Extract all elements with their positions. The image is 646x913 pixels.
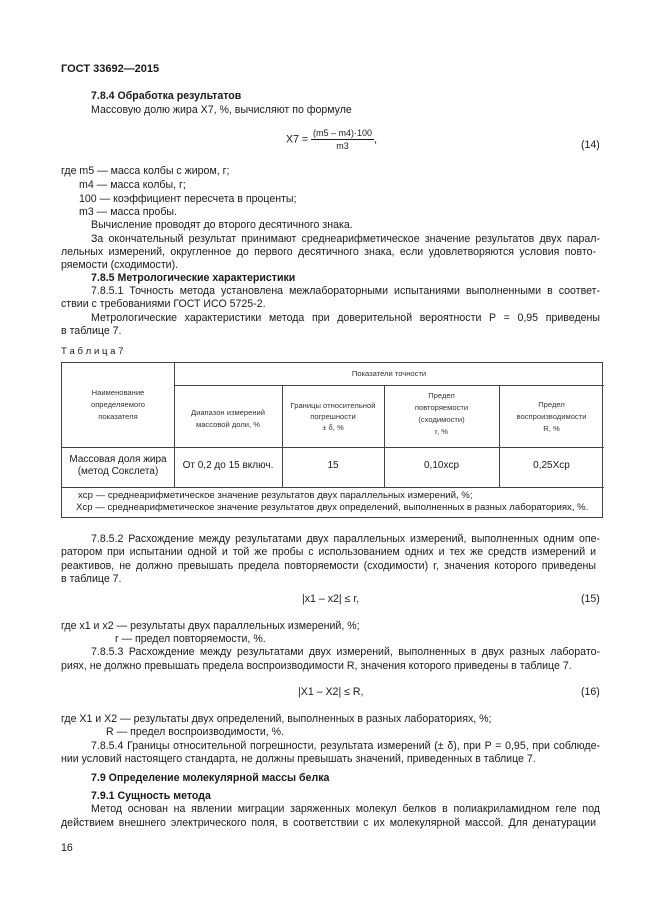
- formula-16: |X1 – X2| ≤ R,: [298, 686, 364, 698]
- formula-15: |x1 – x2| ≤ r,: [302, 593, 360, 605]
- s7854-line-2: нии условий настоящего стандарта, не должны превышать значений, приведенных в таблице 7.: [61, 753, 536, 765]
- table-divider: [62, 487, 604, 488]
- s7852-line-3: реактивов, не должно превышать предела повторяемости (сходимости) r, значения которого приведены: [61, 560, 596, 572]
- table-col-r-header: Предел повторяемости (сходимости) r, %: [414, 391, 469, 436]
- formula-intro: Массовую долю жира X7, %, вычисляют по формуле: [91, 104, 352, 116]
- table-caption: Т а б л и ц а 7: [61, 346, 124, 357]
- table-cell-r: 0,10xср: [423, 460, 460, 471]
- result-para-line-1: За окончательный результат принимают среднеарифметическое значение результатов двух парал-: [91, 233, 600, 245]
- s7852-line-1: 7.8.5.2 Расхождение между результатами двух параллельных измерений, выполненных одним опе-: [91, 533, 600, 545]
- s7853-where-1: где X1 и X2 — результаты двух определений, выполненных в разных лабораториях, %;: [61, 713, 492, 725]
- s7851-line-2: ствии с требованиями ГОСТ ИСО 5725-2.: [61, 298, 266, 310]
- where-line-1: где m5 — масса колбы с жиром, г;: [61, 165, 230, 177]
- table-note-1: xср — среднеарифметическое значение результатов двух параллельных измерений, %;: [78, 490, 473, 501]
- formula-14-number: (14): [581, 139, 600, 151]
- formula-14-fraction: [311, 128, 374, 151]
- s7852-line-4: в таблице 7.: [61, 573, 122, 585]
- table-divider: [174, 385, 604, 386]
- where-line-4: m3 — масса пробы.: [79, 206, 177, 218]
- standard-header: ГОСТ 33692—2015: [61, 63, 160, 75]
- s7853-line-1: 7.8.5.3 Расхождение между результатами двух измерений, выполненных в двух разных лаборато-: [91, 646, 600, 658]
- table-group-header: Показатели точности: [351, 369, 427, 378]
- page-number: 16: [61, 842, 73, 854]
- formula-14-denominator: m3: [336, 141, 349, 151]
- s7854-line-1: 7.8.5.4 Границы относительной погрешности, результата измерений (± δ), при P = 0,95, при соблюде-: [91, 740, 600, 752]
- table-cell-delta: 15: [327, 460, 339, 471]
- s7853-line-2: риях, не должно превышать предела воспроизводимости R, значения которого приведены в таблице 7.: [61, 660, 572, 672]
- table-note-2: Xср — среднеарифметическое значение результатов двух определений, выполненных в разных лабораториях, %.: [76, 502, 589, 513]
- table-cell-range: От 0,2 до 15 включ.: [182, 460, 274, 471]
- where-line-2: m4 — масса колбы, г;: [79, 179, 186, 191]
- metrology-line-1: Метрологические характеристики метода при доверительной вероятности P = 0,95 приведены: [91, 312, 600, 324]
- metrology-line-2: в таблице 7.: [61, 325, 122, 337]
- table-col-range-header: Диапазон измерений массовой доли, %: [190, 408, 266, 429]
- section-title-79: 7.9 Определение молекулярной массы белка: [91, 772, 330, 784]
- formula-14-lhs: X7 =: [286, 133, 309, 146]
- formula-14-tail: ,: [374, 133, 378, 146]
- section-title-784: 7.8.4 Обработка результатов: [91, 90, 242, 102]
- table-7: [61, 362, 603, 518]
- formula-15-number: (15): [581, 593, 600, 605]
- section-title-785: 7.8.5 Метрологические характеристики: [91, 272, 296, 284]
- s7852-where-2: r — предел повторяемости, %.: [115, 633, 266, 645]
- where-line-3: 100 — коэффициент пересчета в проценты;: [79, 193, 297, 205]
- s7853-where-2: R — предел воспроизводимости, %.: [106, 726, 285, 738]
- formula-16-number: (16): [581, 686, 600, 698]
- section-title-791: 7.9.1 Сущность метода: [91, 790, 211, 802]
- s791-line-2: действием внешнего электрического поля, в соответствии с их молекулярной массой. Для денатурации: [61, 817, 596, 829]
- table-divider: [62, 447, 604, 448]
- result-para-line-3: ряемости (сходимости).: [61, 259, 179, 271]
- s7851-line-1: 7.8.5.1 Точность метода установлена межлабораторными испытаниями выполненными в соответ-: [91, 285, 600, 297]
- formula-14-numerator: (m5 – m4)·100: [313, 128, 373, 138]
- table-cell-R: 0,25Xср: [533, 460, 570, 471]
- result-para-line-2: лельных измерений, округленное до первого десятичного знака, если удовлетворяются условия повто-: [61, 246, 596, 258]
- rounding-note: Вычисление проводят до второго десятичного знака.: [91, 219, 353, 231]
- table-col-name-header: Наименование определяемого показателя: [90, 388, 146, 421]
- s7852-where-1: где x1 и x2 — результаты двух параллельных измерений, %;: [61, 620, 360, 632]
- s791-line-1: Метод основан на явлении миграции заряженных молекул белков в полиакриламидном геле под: [91, 803, 600, 815]
- table-col-R-header: Предел воспроизводимости R, %: [516, 400, 587, 433]
- formula-14: [286, 128, 377, 151]
- table-col-delta-header: Границы относительной погрешности ± δ, %: [290, 401, 376, 432]
- table-cell-name: Массовая доля жира (метод Сокслета): [69, 454, 167, 477]
- s7852-line-2: ратором при испытании одной и той же пробы с использованием одних и тех же средств измерений и: [61, 546, 596, 558]
